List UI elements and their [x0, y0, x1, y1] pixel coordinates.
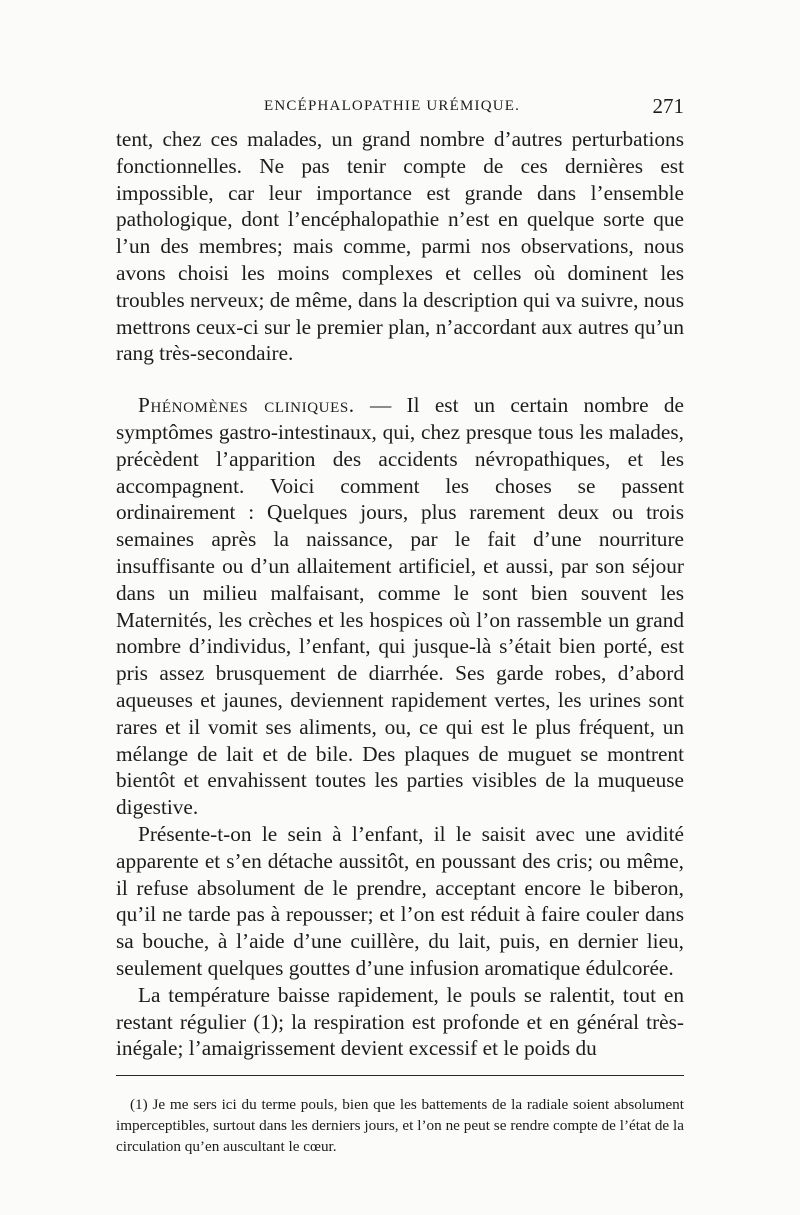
running-title: ENCÉPHALOPATHIE URÉMIQUE. — [264, 98, 521, 114]
paragraph-text: — Il est un certain nombre de symptômes gastro-intestinaux, qui, chez presque tous les malades, précèdent l’apparition des accidents névropathiques, et les accompagnent. Voici comment les choses se passent ordinairement : Quelques jours, plus rarement deux ou trois semaines après la naissance, par le fait d’une nourriture insuffisante ou d’un allaitement artificiel, et aussi, par son séjour dans un milieu malfaisant, comme le sont bien souvent les Maternités, les crèches et les hospices où l’on rassemble un grand nombre d’individus, l’enfant, qui jusque-là s’était bien porté, est pris assez brusquement de diarrhée. Ses garde robes, d’abord aqueuses et jaunes, deviennent rapidement vertes, les urines sont rares et il vomit ses aliments, ou, ce qui est le plus fréquent, un mélange de lait et de bile. Des plaques de muguet se montrent bientôt et envahissent toutes les parties visibles de la muqueuse digestive. — [116, 393, 684, 820]
paragraph-clinical-phenomena — [116, 392, 684, 821]
body-text — [116, 126, 684, 1062]
paragraph-breastfeeding: Présente-t-on le sein à l’enfant, il le saisit avec une avidité apparente et s’en détache aussitôt, en poussant des cris; ou même, il refuse absolument de le prendre, acceptant encore le biberon, qu’il ne tarde pas à repousser; et l’on est réduit à faire couler dans sa bouche, à l’aide d’une cuillère, du lait, puis, en dernier lieu, seulement quelques gouttes d’une infusion aromatique édulcorée. — [116, 821, 684, 980]
paragraph-temperature: La température baisse rapidement, le pouls se ralentit, tout en restant régulier (1); la respiration est profonde et en général très-inégale; l’amaigrissement devient excessif et le poids du — [116, 982, 684, 1061]
footnote-divider — [116, 1075, 684, 1076]
section-heading: Phénomènes cliniques. — [138, 393, 355, 418]
paragraph-continuation: tent, chez ces malades, un grand nombre d’autres perturbations fonctionnelles. Ne pas tenir compte de ces dernières est impossible, car leur importance est grande dans l’ensemble pathologique, dont l’encéphalopathie n’est en quelque sorte que l’un des membres; mais comme, parmi nos observations, nous avons choisi les moins complexes et celles où dominent les troubles nerveux; de même, dans la description qui va suivre, nous mettrons ceux-ci sur le premier plan, n’accordant aux autres qu’un rang très-secondaire. — [116, 127, 684, 366]
footnote: (1) Je me sers ici du terme pouls, bien que les battements de la radiale soient absolument imperceptibles, surtout dans les derniers jours, et l’on ne peut se rendre compte de l’état de la circulation qu’en auscultant le cœur. — [116, 1096, 684, 1155]
page-header — [116, 94, 684, 124]
page-number: 271 — [652, 94, 684, 118]
